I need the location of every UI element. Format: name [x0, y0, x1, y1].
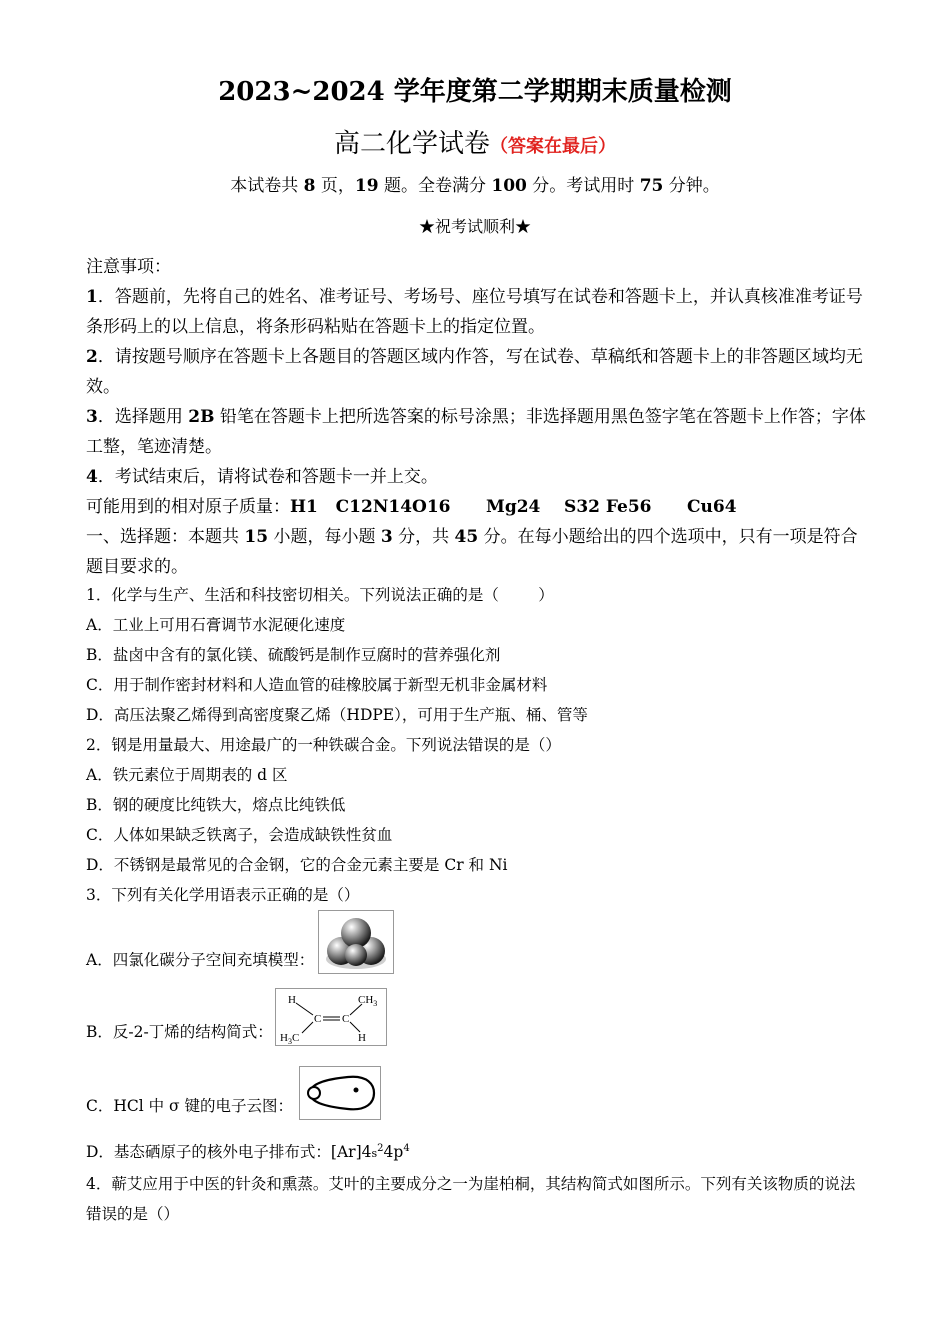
option-text: D．基态硒原子的核外电子排布式：[Ar]4: [86, 1143, 372, 1162]
exam-subtitle: [0, 128, 950, 163]
info-part: 页，: [315, 176, 355, 196]
section-count: 15: [244, 527, 269, 547]
note-text: 铅笔在答题卡上把所选答案的标号涂黑；非选择题用黑色签字笔在答题卡上作答；字体工整，笔迹清楚。: [86, 407, 866, 457]
section-text: 分。在每小题给出的四个选项中，只有一项是符合题目要求的。: [86, 527, 858, 577]
info-part: 本试卷共: [230, 176, 304, 196]
note-number: 2: [86, 347, 98, 367]
bond-line: [350, 1004, 362, 1015]
bond-line: [302, 1022, 313, 1033]
mol-label: C: [313, 1013, 322, 1025]
atomic-mass-line: [86, 492, 866, 522]
note-item-2: [86, 342, 866, 402]
mol-label-part: H: [279, 1032, 288, 1044]
note-text: ．请按题号顺序在答题卡上各题目的答题区域内作答，写在试卷、草稿纸和答题卡上的非答题区域均无效。: [86, 347, 863, 397]
info-pages: 8: [303, 176, 316, 196]
section-text: 分，共: [392, 527, 455, 547]
note-text: ．选择题用: [97, 407, 189, 427]
question-3-option-a: [86, 910, 866, 974]
note-item-4: [86, 462, 866, 492]
orbital-superscript: 4: [403, 1143, 410, 1154]
info-part: 题。全卷满分: [378, 176, 492, 196]
question-1-stem: 1．化学与生产、生活和科技密切相关。下列说法正确的是（ ）: [86, 586, 554, 604]
question-2-option-a: A．铁元素位于周期表的 d 区: [86, 766, 288, 784]
question-list-continued: [86, 1134, 866, 1229]
info-part: 分钟。: [663, 176, 720, 196]
option-text: C．HCl 中 σ 键的电子云图：: [86, 1097, 294, 1115]
orbital-superscript: 2: [377, 1143, 384, 1154]
hcl-sigma-bond-cloud-image: [299, 1066, 381, 1120]
info-part: 分。考试用时: [526, 176, 640, 196]
note-number: 4: [86, 467, 98, 487]
info-questions: 19: [354, 176, 379, 196]
note-text: ．答题前，先将自己的姓名、准考证号、考场号、座位号填写在试卷和答题卡上，并认真核准准考证号条形码上的以上信息，将条形码粘贴在答题卡上的指定位置。: [86, 287, 863, 337]
exam-info: [0, 174, 950, 198]
notes-section: [86, 252, 866, 582]
mol-label-sub: 3: [287, 1037, 292, 1046]
mol-label-part: CH: [357, 994, 374, 1006]
question-2-option-c: C．人体如果缺乏铁离子，会造成缺铁性贫血: [86, 826, 393, 844]
orbital-label: s: [371, 1147, 378, 1161]
mol-label-part: C: [291, 1032, 300, 1044]
question-1-option-c: C．用于制作密封材料和人造血管的硅橡胶属于新型无机非金属材料: [86, 676, 548, 694]
mol-label: H: [287, 994, 296, 1006]
question-2-option-b: B．钢的硬度比纯铁大，熔点比纯铁低: [86, 796, 346, 814]
trans-2-butene-structure-image: [275, 988, 387, 1046]
section-text: 一、选择题：本题共: [86, 527, 245, 547]
mol-label: [280, 1032, 299, 1046]
note-item-3: [86, 402, 866, 462]
question-2-stem: 2．钢是用量最大、用途最广的一种铁碳合金。下列说法错误的是（）: [86, 736, 561, 754]
atomic-mass-values: H1 C12N14O16 Mg24 S32 Fe56 Cu64: [290, 497, 737, 517]
question-list: [86, 580, 866, 910]
mol-label: H: [357, 1032, 366, 1044]
option-text: 4: [383, 1143, 394, 1162]
good-luck-line: ★祝考试顺利★: [418, 217, 531, 236]
option-text: A．四氯化碳分子空间充填模型：: [86, 951, 315, 969]
note-bold-text: 2B: [188, 407, 215, 427]
question-4-stem: 4．蕲艾应用于中医的针灸和熏蒸。艾叶的主要成分之一为崖柏桐，其结构简式如图所示。下列有关该物质的说法错误的是（）: [86, 1175, 856, 1224]
question-2-option-d: D．不锈钢是最常见的合金钢，它的合金元素主要是 Cr 和 Ni: [86, 856, 508, 874]
exam-title: 2023~2024 学年度第二学期期末质量检测: [218, 77, 732, 107]
note-number: 1: [86, 287, 98, 307]
question-3-stem: 3．下列有关化学用语表示正确的是（）: [86, 886, 360, 904]
info-time: 75: [639, 176, 664, 196]
bond-line: [296, 1003, 313, 1015]
section-one-heading: [86, 522, 866, 582]
question-3-option-b: [86, 988, 866, 1046]
section-total: 45: [454, 527, 479, 547]
mol-label: [358, 994, 377, 1008]
question-1-option-d: D．高压法聚乙烯得到高密度聚乙烯（HDPE），可用于生产瓶、桶、管等: [86, 706, 588, 724]
question-3-option-c: [86, 1066, 866, 1120]
note-number: 3: [86, 407, 98, 427]
info-score: 100: [491, 176, 527, 196]
note-text: ．考试结束后，请将试卷和答题卡一并上交。: [97, 467, 438, 487]
subtitle-text: 高二化学试卷: [333, 129, 490, 159]
section-points: 3: [380, 527, 393, 547]
question-1-option-b: B．盐卤中含有的氯化镁、硫酸钙是制作豆腐时的营养强化剂: [86, 646, 501, 664]
question-1-option-a: A．工业上可用石膏调节水泥硬化速度: [86, 616, 346, 634]
mol-label: C: [341, 1013, 350, 1025]
option-text: B．反-2-丁烯的结构简式：: [86, 1023, 273, 1041]
question-3-option-d: [86, 1134, 866, 1169]
section-text: 小题，每小题: [268, 527, 381, 547]
bond-line: [350, 1022, 360, 1032]
ccl4-space-filling-model-image: [318, 910, 394, 974]
mol-label-sub: 3: [373, 999, 378, 1008]
atomic-mass-label: 可能用到的相对原子质量：: [86, 497, 290, 517]
orbital-label: p: [393, 1143, 404, 1162]
answer-note: （答案在最后）: [490, 136, 616, 157]
note-item-1: [86, 282, 866, 342]
notes-heading: 注意事项：: [86, 257, 171, 277]
